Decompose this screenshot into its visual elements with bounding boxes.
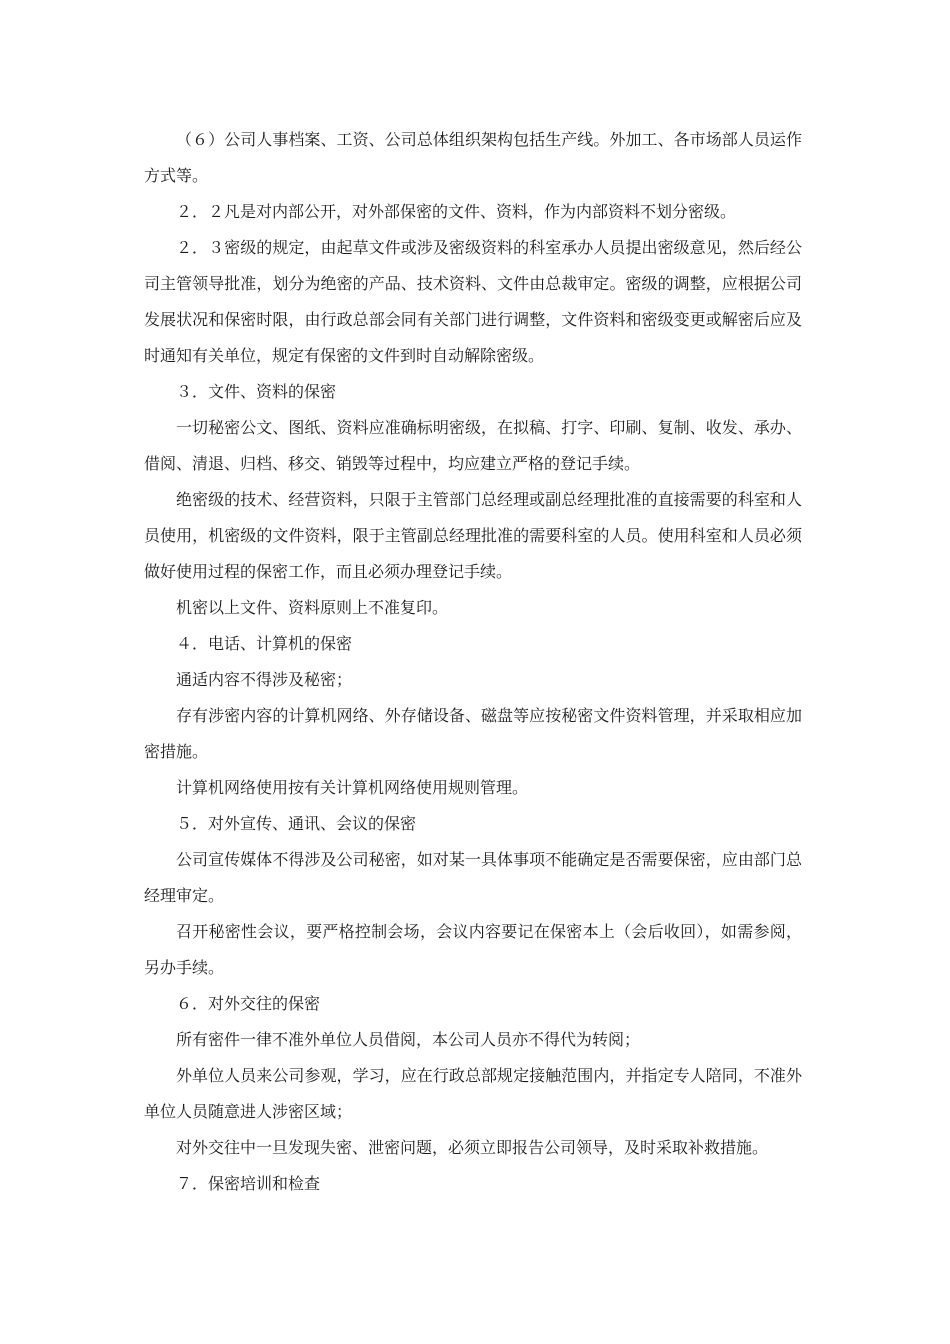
section-heading-external: ６．对外交往的保密 [176,994,321,1013]
document-page [144,122,802,1202]
section-heading-documents: ３．文件、资料的保密 [176,382,337,401]
paragraph-classification-rules: ２．３密级的规定，由起草文件或涉及密级资料的科室承办人员提出密级意见，然后经公司主管领导批准，划分为绝密的产品、技术资料、文件由总裁审定。密级的调整，应根据公司发展状况和保密时限，由行政总部会同有关部门进行调整，文件资料和密级变更或解密后应及时通知有关单位，规定有保密的文件到时自动解除密级。 [144,238,802,365]
paragraph-network-rules: 计算机网络使用按有关计算机网络使用规则管理。 [176,778,529,797]
paragraph-no-copy: 机密以上文件、资料原则上不准复印。 [176,598,449,617]
paragraph-no-lending: 所有密件一律不准外单位人员借阅，本公司人员亦不得代为转阅； [176,1030,641,1049]
section-heading-phone-computer: ４．电话、计算机的保密 [176,634,353,653]
paragraph-media: 公司宣传媒体不得涉及公司秘密，如对某一具体事项不能确定是否需要保密，应由部门总经理审定。 [144,850,802,905]
paragraph-phone-content: 通适内容不得涉及秘密； [176,670,353,689]
paragraph-meetings: 召开秘密性会议，要严格控制会场，会议内容要记在保密本上（会后收回），如需参阅，另办手续。 [144,922,802,977]
paragraph-internal-materials: ２．２凡是对内部公开，对外部保密的文件、资料，作为内部资料不划分密级。 [176,202,737,221]
section-heading-publicity: ５．对外宣传、通讯、会议的保密 [176,814,417,833]
paragraph-storage-devices: 存有涉密内容的计算机网络、外存储设备、磁盘等应按秘密文件资料管理，并采取相应加密措施。 [144,706,802,761]
section-heading-training: ７．保密培训和检查 [176,1174,321,1193]
paragraph-leak-report: 对外交往中一旦发现失密、泄密问题，必须立即报告公司领导，及时采取补救措施。 [176,1138,769,1157]
paragraph-secret-documents: 一切秘密公文、图纸、资料应准确标明密级，在拟稿、打字、印刷、复制、收发、承办、借阅、清退、归档、移交、销毁等过程中，均应建立严格的登记手续。 [144,418,802,473]
paragraph-personnel-files: （６）公司人事档案、工资、公司总体组织架构包括生产线。外加工、各市场部人员运作方式等。 [144,130,802,185]
paragraph-top-secret-usage: 绝密级的技术、经营资料，只限于主管部门总经理或副总经理批准的直接需要的科室和人员使用，机密级的文件资料，限于主管副总经理批准的需要科室的人员。使用科室和人员必须做好使用过程的保密工作，而且必须办理登记手续。 [144,490,802,581]
paragraph-visitors: 外单位人员来公司参观，学习，应在行政总部规定接触范围内，并指定专人陪同，不准外单位人员随意进人涉密区域； [144,1066,802,1121]
